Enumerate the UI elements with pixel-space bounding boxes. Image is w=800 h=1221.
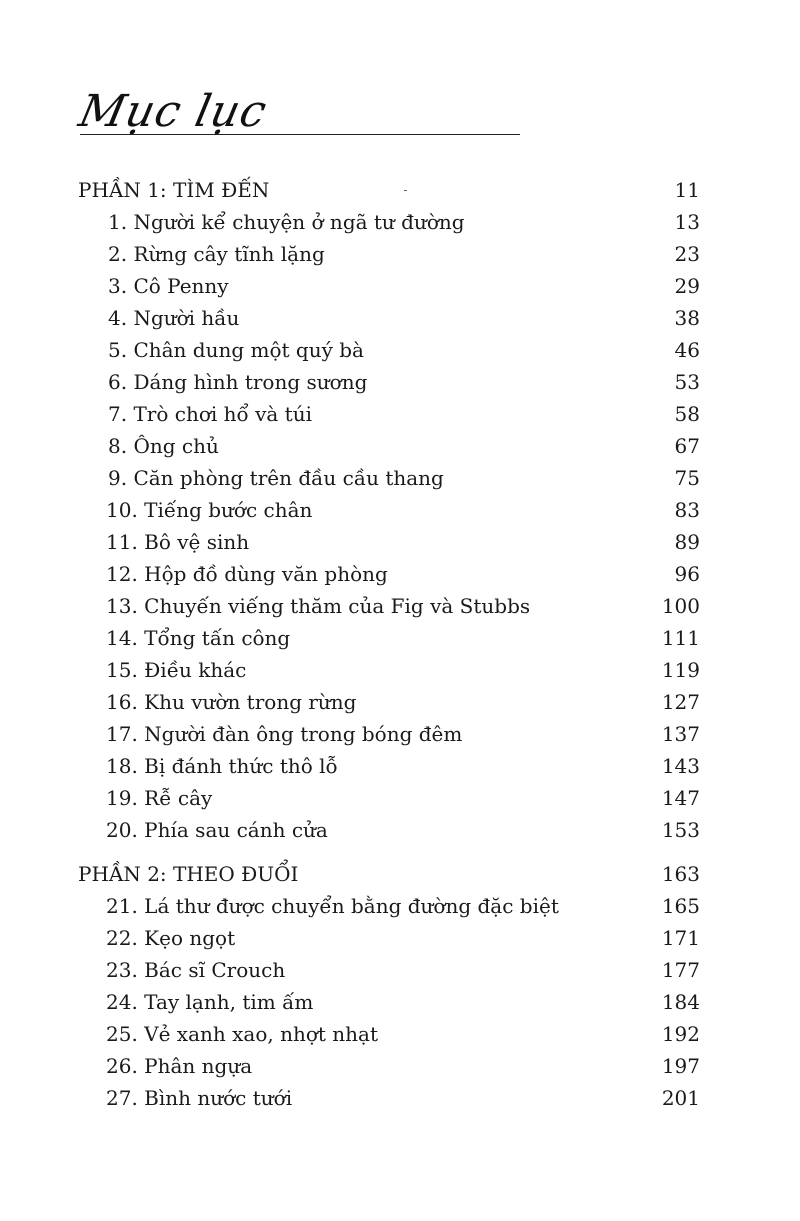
chapter-title: 19. Rễ cây (106, 786, 213, 810)
part-row[interactable] (78, 858, 700, 890)
chapter-title: 17. Người đàn ông trong bóng đêm (106, 722, 463, 746)
chapter-title: 2. Rừng cây tĩnh lặng (108, 242, 325, 266)
chapter-title: 23. Bác sĩ Crouch (106, 958, 286, 982)
chapter-row[interactable] (78, 986, 700, 1018)
chapter-page-number: 100 (661, 594, 700, 618)
chapter-page-number: 147 (661, 786, 700, 810)
chapter-page-number: 192 (661, 1022, 700, 1046)
chapter-page-number: 75 (674, 466, 700, 490)
part-row[interactable] (78, 174, 700, 206)
chapter-title: 24. Tay lạnh, tim ấm (106, 990, 314, 1014)
chapter-title: 22. Kẹo ngọt (106, 926, 236, 950)
chapter-page-number: 184 (661, 990, 700, 1014)
chapter-row[interactable] (78, 718, 700, 750)
chapter-title: 1. Người kể chuyện ở ngã tư đường (108, 210, 465, 234)
chapter-page-number: 29 (674, 274, 700, 298)
chapter-row[interactable] (78, 238, 700, 270)
chapter-row[interactable] (78, 494, 700, 526)
chapter-title: 13. Chuyến viếng thăm của Fig và Stubbs (106, 594, 531, 618)
part-page-number: 163 (661, 862, 700, 886)
chapter-title: 8. Ông chủ (108, 434, 219, 458)
chapter-page-number: 127 (661, 690, 700, 714)
chapter-title: 14. Tổng tấn công (106, 626, 291, 650)
heading-underline (80, 134, 520, 135)
chapter-title: 6. Dáng hình trong sương (108, 370, 368, 394)
chapter-row[interactable] (78, 462, 700, 494)
chapter-row[interactable] (78, 590, 700, 622)
part-title: PHẦN 2: THEO ĐUỔI (78, 862, 299, 886)
chapter-row[interactable] (78, 334, 700, 366)
chapter-title: 9. Căn phòng trên đầu cầu thang (108, 466, 444, 490)
chapter-page-number: 171 (661, 926, 700, 950)
chapter-title: 12. Hộp đồ dùng văn phòng (106, 562, 388, 586)
chapter-title: 11. Bô vệ sinh (106, 530, 250, 554)
stray-mark (404, 190, 407, 191)
chapter-title: 5. Chân dung một quý bà (108, 338, 364, 362)
chapter-row[interactable] (78, 206, 700, 238)
chapter-page-number: 38 (674, 306, 700, 330)
chapter-row[interactable] (78, 526, 700, 558)
chapter-title: 15. Điều khác (106, 658, 247, 682)
chapter-row[interactable] (78, 890, 700, 922)
chapter-row[interactable] (78, 954, 700, 986)
chapter-row[interactable] (78, 686, 700, 718)
toc-heading-block (74, 86, 520, 148)
chapter-title: 7. Trò chơi hổ và túi (108, 402, 312, 426)
chapter-row[interactable] (78, 398, 700, 430)
toc-heading: Mục lục (74, 86, 272, 137)
chapter-page-number: 89 (674, 530, 700, 554)
chapter-title: 10. Tiếng bước chân (106, 498, 313, 522)
part-title: PHẦN 1: TÌM ĐẾN (78, 178, 270, 202)
chapter-page-number: 58 (674, 402, 700, 426)
chapter-page-number: 96 (674, 562, 700, 586)
chapter-title: 16. Khu vườn trong rừng (106, 690, 357, 714)
chapter-row[interactable] (78, 366, 700, 398)
chapter-page-number: 83 (674, 498, 700, 522)
chapter-title: 27. Bình nước tưới (106, 1086, 293, 1110)
chapter-page-number: 165 (661, 894, 700, 918)
chapter-title: 26. Phân ngựa (106, 1054, 253, 1078)
chapter-row[interactable] (78, 1050, 700, 1082)
chapter-title: 18. Bị đánh thức thô lỗ (106, 754, 338, 778)
chapter-title: 3. Cô Penny (108, 274, 229, 298)
chapter-page-number: 53 (674, 370, 700, 394)
chapter-row[interactable] (78, 654, 700, 686)
chapter-page-number: 13 (674, 210, 700, 234)
chapter-row[interactable] (78, 430, 700, 462)
chapter-title: 20. Phía sau cánh cửa (106, 818, 328, 842)
chapter-row[interactable] (78, 302, 700, 334)
chapter-row[interactable] (78, 922, 700, 954)
table-of-contents (78, 174, 700, 1114)
chapter-page-number: 119 (661, 658, 700, 682)
chapter-row[interactable] (78, 750, 700, 782)
chapter-row[interactable] (78, 1018, 700, 1050)
chapter-page-number: 111 (661, 626, 700, 650)
chapter-row[interactable] (78, 622, 700, 654)
chapter-row[interactable] (78, 558, 700, 590)
chapter-row[interactable] (78, 814, 700, 846)
chapter-page-number: 177 (661, 958, 700, 982)
chapter-page-number: 153 (661, 818, 700, 842)
chapter-page-number: 197 (661, 1054, 700, 1078)
chapter-title: 21. Lá thư được chuyển bằng đường đặc biệt (106, 894, 559, 918)
chapter-row[interactable] (78, 270, 700, 302)
part-page-number: 11 (674, 178, 700, 202)
chapter-page-number: 67 (674, 434, 700, 458)
chapter-row[interactable] (78, 1082, 700, 1114)
chapter-page-number: 143 (661, 754, 700, 778)
chapter-title: 4. Người hầu (108, 306, 240, 330)
chapter-title: 25. Vẻ xanh xao, nhợt nhạt (106, 1022, 379, 1046)
chapter-page-number: 137 (661, 722, 700, 746)
chapter-row[interactable] (78, 782, 700, 814)
chapter-page-number: 201 (661, 1086, 700, 1110)
chapter-page-number: 23 (674, 242, 700, 266)
chapter-page-number: 46 (674, 338, 700, 362)
